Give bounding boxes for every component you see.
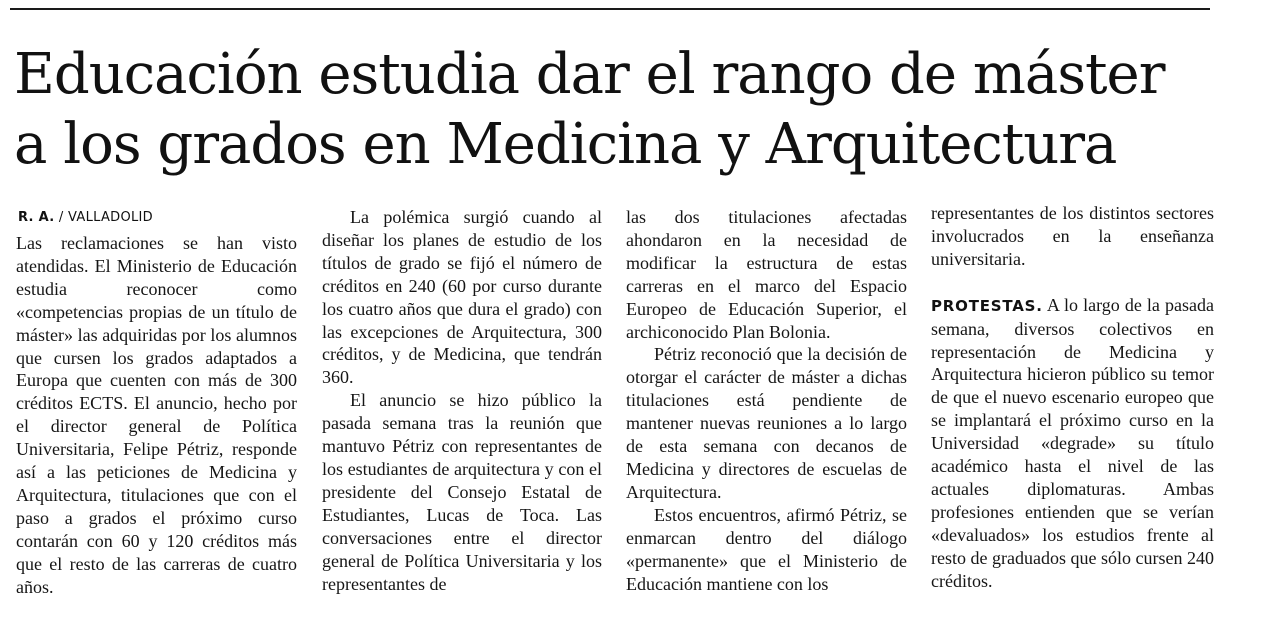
byline-author: R. A.: [18, 210, 55, 225]
article-column-2: [322, 206, 602, 595]
top-rule: [10, 8, 1210, 10]
headline-line-1: Educación estudia dar el rango de máster: [14, 42, 1165, 107]
section-kicker: PROTESTAS.: [931, 296, 1043, 315]
column-4-paragraph-2: [931, 294, 1214, 593]
byline: [18, 210, 153, 226]
byline-separator: /: [54, 210, 69, 225]
column-4-paragraph-1: representantes de los distintos sectores involucrados en la enseñanza universitaria.: [931, 203, 1214, 269]
column-2-paragraph-2: El anuncio se hizo público la pasada semana tras la reunión que mantuvo Pétriz con representantes de los estudiantes de arquitectura y con el presidente del Consejo Estatal de Estudiantes, Lucas de Toca. Las conversaciones entre el director general de Política Universitaria y los representantes de: [322, 390, 602, 594]
section-gap: [931, 271, 1214, 294]
article-column-1: [16, 232, 297, 599]
column-1-paragraph-1: Las reclamaciones se han visto atendidas. El Ministerio de Educación estudia reconocer como «competencias propias de un título de máster» las adquiridas por los alumnos que cursen los grados adaptados a Europa que cuenten con más de 300 créditos ECTS. El anuncio, hecho por el director general de Política Universitaria, Felipe Pétriz, responde así a las peticiones de Medicina y Arquitectura, titulaciones que con el paso a grados el próximo curso contarán con 60 y 120 créditos más que el resto de las carreras de cuatro años.: [16, 233, 297, 597]
column-4-paragraph-2-text: A lo largo de la pasada semana, diversos colectivos en representación de Medicina y Arquitectura hicieron público su temor de que el nuevo escenario europeo que se implantará el próximo curso en la Universidad «degrade» su título académico hasta el nivel de las actuales diplomaturas. Ambas profesiones entienden que se verían «devaluados» los estudios frente al resto de graduados que sólo cursen 240 créditos.: [931, 294, 1214, 591]
column-2-paragraph-1: La polémica surgió cuando al diseñar los planes de estudio de los títulos de grado se fijó el número de créditos en 240 (60 por curso durante los cuatro años que dura el grado) con las excepciones de Arquitectura, 300 créditos, y de Medicina, que tendrán 360.: [322, 207, 602, 388]
column-3-paragraph-1: las dos titulaciones afectadas ahondaron en la necesidad de modificar la estructura de estas carreras en el marco del Espacio Europeo de Educación Superior, el archiconocido Plan Bolonia.: [626, 207, 907, 342]
article-column-3: [626, 206, 907, 595]
article-column-4: [931, 202, 1214, 593]
column-3-paragraph-3: Estos encuentros, afirmó Pétriz, se enmarcan dentro del diálogo «permanente» que el Ministerio de Educación mantiene con los: [626, 504, 907, 594]
headline: [14, 40, 1244, 180]
column-3-paragraph-2: Pétriz reconoció que la decisión de otorgar el carácter de máster a dichas titulaciones está pendiente de mantener nuevas reuniones a lo largo de esta semana con decanos de Medicina y directores de escuelas de Arquitectura.: [626, 344, 907, 502]
byline-location: VALLADOLID: [68, 210, 153, 225]
headline-line-2: a los grados en Medicina y Arquitectura: [14, 112, 1117, 177]
